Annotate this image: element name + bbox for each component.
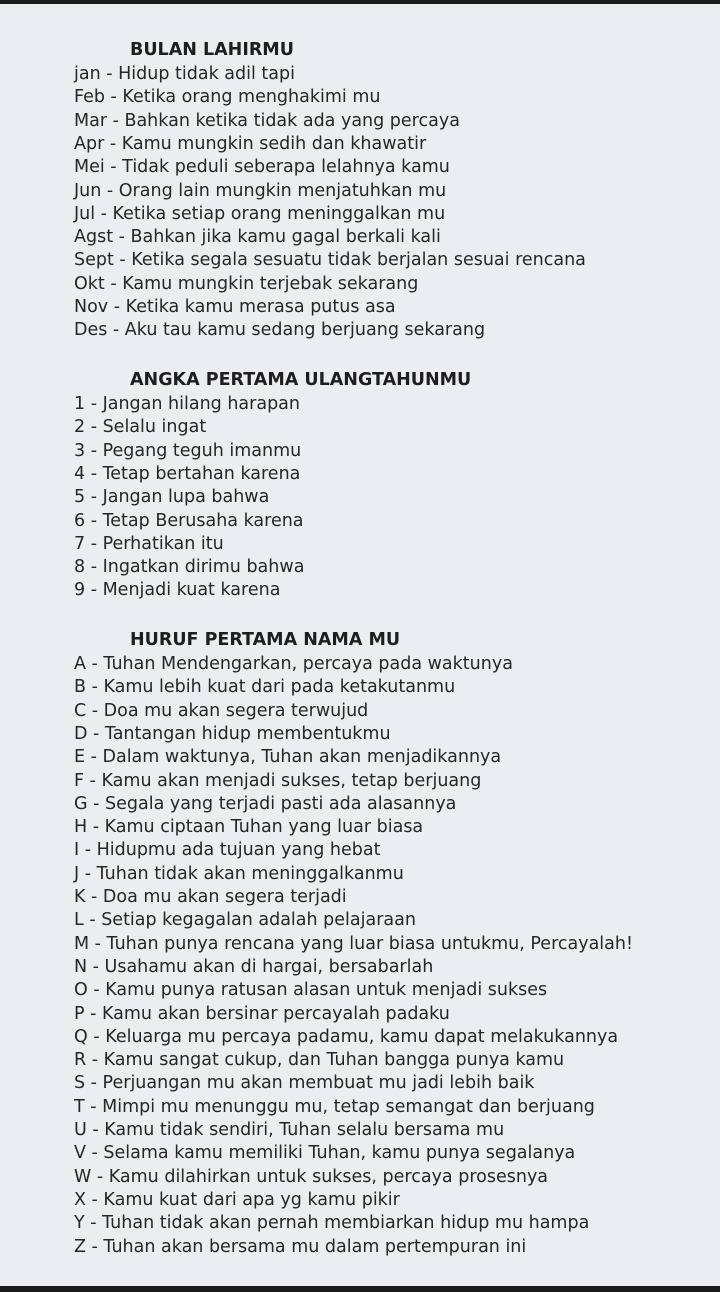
list-item: V - Selama kamu memiliki Tuhan, kamu punya segalanya xyxy=(74,1143,576,1164)
list-item: R - Kamu sangat cukup, dan Tuhan bangga punya kamu xyxy=(74,1050,565,1071)
list-item: Okt - Kamu mungkin terjebak sekarang xyxy=(74,273,419,294)
list-item: D - Tantangan hidup membentukmu xyxy=(74,723,391,744)
list-item: K - Doa mu akan segera terjadi xyxy=(74,887,347,907)
list-item: Agst - Bahkan jika kamu gagal berkali kali xyxy=(74,227,441,248)
list-item: 4 - Tetap bertahan karena xyxy=(74,463,301,484)
list-item: G - Segala yang terjadi pasti ada alasannya xyxy=(74,793,457,814)
list-item: Mar - Bahkan ketika tidak ada yang percaya xyxy=(74,110,460,131)
list-item: O - Kamu punya ratusan alasan untuk menjadi sukses xyxy=(74,980,548,1001)
list-item: Mei - Tidak peduli seberapa lelahnya kamu xyxy=(74,157,450,178)
list-item: Des - Aku tau kamu sedang berjuang sekarang xyxy=(74,320,486,341)
list-item: C - Doa mu akan segera terwujud xyxy=(74,700,369,721)
list-item: F - Kamu akan menjadi sukses, tetap berjuang xyxy=(74,770,482,791)
list-item: Apr - Kamu mungkin sedih dan khawatir xyxy=(74,133,427,154)
list-item: 2 - Selalu ingat xyxy=(74,417,207,438)
list-item: 3 - Pegang teguh imanmu xyxy=(74,440,302,461)
list-item: Jul - Ketika setiap orang meninggalkan mu xyxy=(74,203,446,224)
list-item: Q - Keluarga mu percaya padamu, kamu dapat melakukannya xyxy=(74,1026,619,1047)
list-item: M - Tuhan punya rencana yang luar biasa untukmu, Percayalah! xyxy=(74,933,633,954)
list-item: U - Kamu tidak sendiri, Tuhan selalu bersama mu xyxy=(74,1120,505,1140)
list-item: 5 - Jangan lupa bahwa xyxy=(74,487,270,508)
list-item: 7 - Perhatikan itu xyxy=(74,533,224,554)
document-page xyxy=(0,4,720,1286)
list-item: X - Kamu kuat dari apa yg kamu pikir xyxy=(74,1189,400,1210)
list-item: B - Kamu lebih kuat dari pada ketakutanmu xyxy=(74,677,456,698)
list-item: Nov - Ketika kamu merasa putus asa xyxy=(74,297,396,317)
list-item: N - Usahamu akan di hargai, bersabarlah xyxy=(74,956,434,977)
list-item: Jun - Orang lain mungkin menjatuhkan mu xyxy=(74,180,447,201)
list-item: E - Dalam waktunya, Tuhan akan menjadikannya xyxy=(74,747,502,768)
list-item: A - Tuhan Mendengarkan, percaya pada waktunya xyxy=(74,654,513,674)
list-item: Z - Tuhan akan bersama mu dalam pertempuran ini xyxy=(74,1236,527,1257)
list-item: J - Tuhan tidak akan meninggalkanmu xyxy=(74,863,404,884)
list-item: 9 - Menjadi kuat karena xyxy=(74,580,281,601)
list-item: 6 - Tetap Berusaha karena xyxy=(74,510,304,531)
list-item: I - Hidupmu ada tujuan yang hebat xyxy=(74,840,381,861)
list-item: 8 - Ingatkan dirimu bahwa xyxy=(74,557,305,578)
list-item: H - Kamu ciptaan Tuhan yang luar biasa xyxy=(74,817,424,838)
list-item: Y - Tuhan tidak akan pernah membiarkan hidup mu hampa xyxy=(74,1213,590,1234)
section-title-birthday-digit: ANGKA PERTAMA ULANGTAHUNMU xyxy=(130,370,472,390)
list-item: Sept - Ketika segala sesuatu tidak berjalan sesuai rencana xyxy=(74,250,586,271)
list-item: P - Kamu akan bersinar percayalah padaku xyxy=(74,1003,450,1024)
list-item: S - Perjuangan mu akan membuat mu jadi lebih baik xyxy=(74,1073,535,1094)
list-item: T - Mimpi mu menunggu mu, tetap semangat dan berjuang xyxy=(74,1096,595,1117)
list-item: Feb - Ketika orang menghakimi mu xyxy=(74,87,381,108)
list-item: L - Setiap kegagalan adalah pelajaraan xyxy=(74,910,416,931)
list-item: jan - Hidup tidak adil tapi xyxy=(74,64,295,84)
section-title-name-letter: HURUF PERTAMA NAMA MU xyxy=(130,630,401,650)
list-item: 1 - Jangan hilang harapan xyxy=(74,394,300,414)
list-item: W - Kamu dilahirkan untuk sukses, percaya prosesnya xyxy=(74,1166,549,1187)
section-title-birth-month: BULAN LAHIRMU xyxy=(130,40,294,60)
